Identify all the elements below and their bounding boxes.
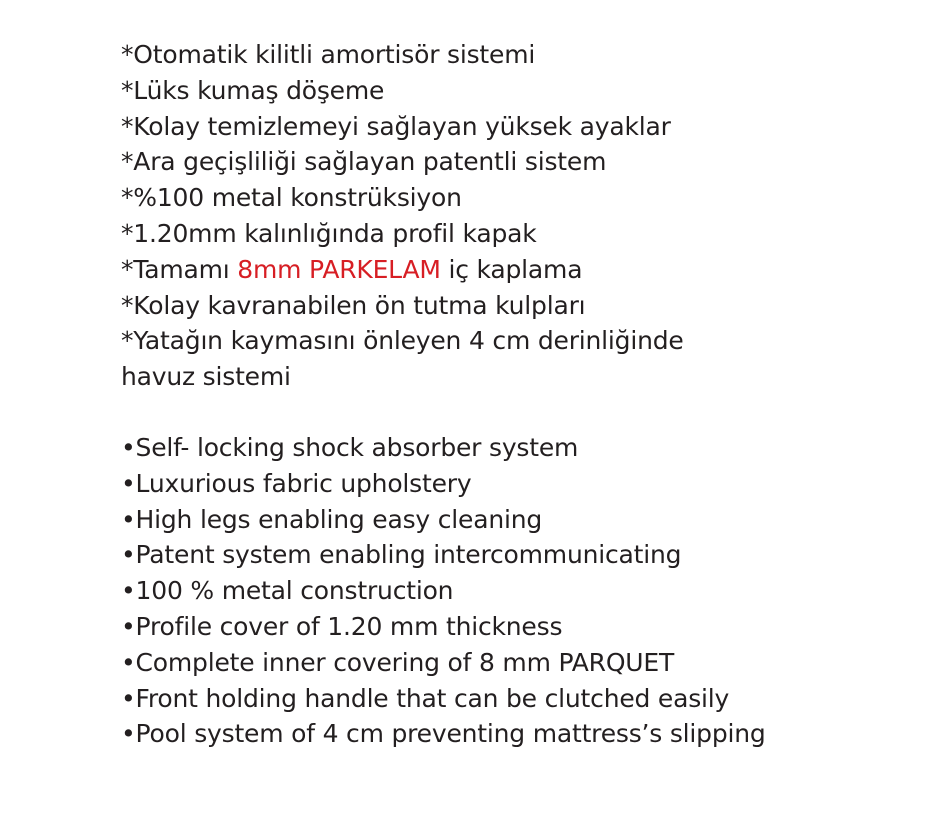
en-feature-profile-cover: •Profile cover of 1.20 mm thickness [121, 611, 563, 641]
turkish-feature-list [121, 37, 684, 395]
tr-feature-front-handle: *Kolay kavranabilen ön tutma kulpları [121, 290, 586, 320]
en-feature-shock-absorber: •Self- locking shock absorber system [121, 433, 579, 462]
en-feature-inner-covering: •Complete inner covering of 8 mm PARQUET [121, 647, 675, 677]
en-feature-metal-construction: •100 % metal construction [121, 576, 454, 606]
tr-feature-fabric-upholstery: *Lüks kumaş döşeme [121, 75, 385, 105]
tr-feature-patent-system: *Ara geçişliliği sağlayan patentli sistem [121, 147, 607, 177]
tr-feature-pool-system-line-2: havuz sistemi [121, 362, 291, 392]
tr-inner-covering-highlight: 8mm PARKELAM [237, 254, 441, 284]
en-feature-high-legs: •High legs enabling easy cleaning [121, 504, 543, 534]
tr-inner-covering-prefix: *Tamamı [121, 254, 238, 284]
en-feature-pool-system: •Pool system of 4 cm preventing mattress’s slipping [121, 719, 766, 749]
english-feature-list [121, 430, 766, 752]
en-feature-fabric-upholstery: •Luxurious fabric upholstery [121, 468, 472, 498]
en-feature-patent-system: •Patent system enabling intercommunicating [121, 540, 682, 570]
tr-inner-covering-suffix: iç kaplama [440, 254, 583, 284]
en-feature-front-handle: •Front holding handle that can be clutched easily [121, 683, 730, 713]
tr-feature-shock-absorber: *Otomatik kilitli amortisör sistemi [121, 40, 536, 69]
tr-feature-high-legs: *Kolay temizlemeyi sağlayan yüksek ayaklar [121, 111, 671, 141]
tr-feature-inner-covering [121, 252, 684, 288]
tr-feature-metal-construction: *%100 metal konstrüksiyon [121, 183, 462, 213]
tr-feature-profile-cover: *1.20mm kalınlığında profil kapak [121, 218, 537, 248]
tr-feature-pool-system-line-1: *Yatağın kaymasını önleyen 4 cm derinliğinde [121, 326, 684, 356]
